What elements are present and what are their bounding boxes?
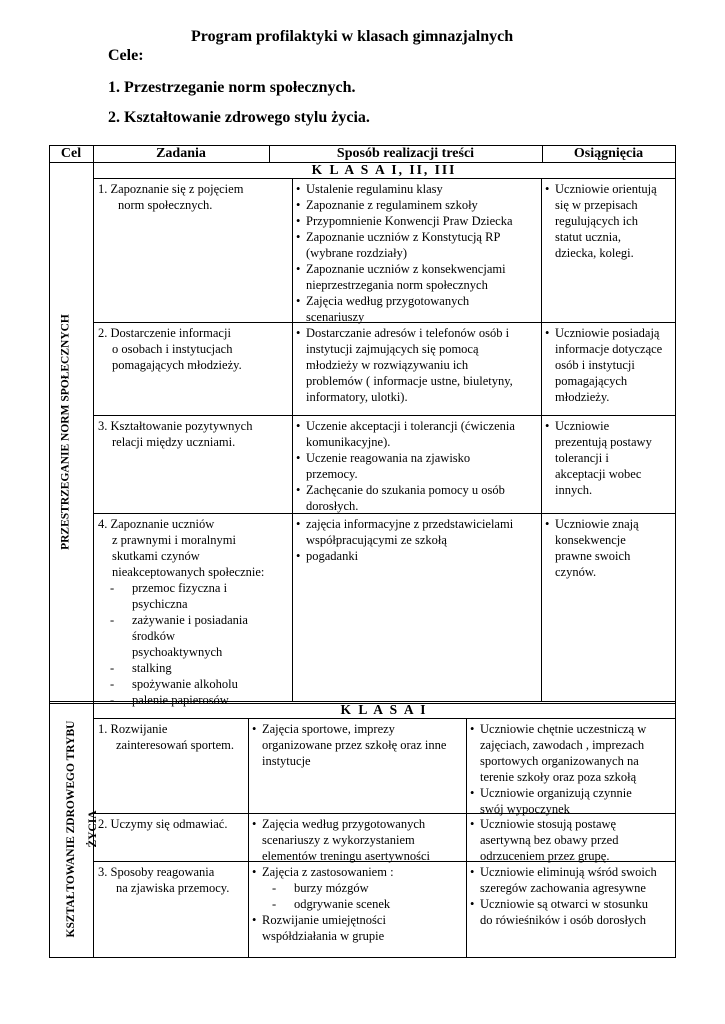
bullet-icon: • xyxy=(470,897,475,911)
task-text: 2. Dostarczenie informacji xyxy=(98,326,231,340)
task-text: skutkami czynów xyxy=(112,549,200,563)
methods-cell xyxy=(296,181,540,325)
bullet-icon: • xyxy=(296,549,301,563)
method-text: Uczenie akceptacji i tolerancji (ćwiczenia xyxy=(306,419,515,433)
achievement-text: dziecka, kolegi. xyxy=(555,246,634,260)
bullet-icon: • xyxy=(545,182,550,196)
methods-cell xyxy=(296,418,540,514)
method-text: komunikacyjne). xyxy=(306,435,391,449)
bullet-icon: • xyxy=(296,214,301,228)
achievement-text: Uczniowie chętnie uczestniczą w xyxy=(480,722,647,736)
method-text: problemów ( informacje ustne, biuletyny, xyxy=(306,374,513,388)
achievement-text: Uczniowie xyxy=(555,419,610,433)
bullet-icon: • xyxy=(252,817,257,831)
methods-cell xyxy=(296,325,540,405)
dash-marker: - xyxy=(272,881,277,895)
task-text: 3. Kształtowanie pozytywnych xyxy=(98,419,253,433)
task-text: z prawnymi i moralnymi xyxy=(112,533,236,547)
methods-cell xyxy=(252,816,464,864)
achievement-text: informacje dotyczące xyxy=(555,342,663,356)
task-text: 3. Sposoby reagowania xyxy=(98,865,215,879)
achievement-text: Uczniowie posiadają xyxy=(555,326,660,340)
method-text: nieprzestrzegania norm społecznych xyxy=(306,278,488,292)
dash-marker: - xyxy=(110,661,115,675)
achievement-text: zajęciach, zawodach , imprezach xyxy=(480,738,645,752)
achievements-cell xyxy=(470,864,674,928)
table-row xyxy=(98,721,246,753)
task-text: pomagających młodzieży. xyxy=(112,358,242,372)
bullet-icon: • xyxy=(296,230,301,244)
method-text: Zapoznanie uczniów z Konstytucją RP xyxy=(306,230,501,244)
document-title: Program profilaktyki w klasach gimnazjalnych xyxy=(191,28,514,45)
task-subitem: środków xyxy=(132,629,176,643)
method-text: współpracującymi ze szkołą xyxy=(306,533,447,547)
section-label-healthy-lifestyle: KSZTAŁTOWANIE ZDROWEGO TRYBU xyxy=(65,720,77,938)
method-text: Zajęcia według przygotowanych xyxy=(262,817,426,831)
achievement-text: odrzuceniem przez grupę. xyxy=(480,849,610,863)
achievements-cell xyxy=(545,181,673,261)
achievement-text: Uczniowie stosują postawę xyxy=(480,817,617,831)
klasa-label: K L A S A I xyxy=(340,702,428,717)
achievement-text: się w przepisach xyxy=(555,198,638,212)
bullet-icon: • xyxy=(296,326,301,340)
column-header-sposob: Sposób realizacji treści xyxy=(336,146,475,161)
achievement-text: pomagających xyxy=(555,374,628,388)
column-header-cel: Cel xyxy=(60,146,82,161)
method-text: przemocy. xyxy=(306,467,358,481)
achievement-text: osób i instytucji xyxy=(555,358,635,372)
bullet-icon: • xyxy=(252,865,257,879)
task-text: zainteresowań sportem. xyxy=(116,738,235,752)
task-text: o osobach i instytucjach xyxy=(112,342,233,356)
method-text: Rozwijanie umiejętności xyxy=(262,913,386,927)
achievement-text: Uczniowie organizują czynnie xyxy=(480,786,632,800)
achievement-text: statut ucznia, xyxy=(555,230,621,244)
method-text: dorosłych. xyxy=(306,499,359,513)
table-row xyxy=(98,516,290,708)
method-text: Zajęcia według przygotowanych xyxy=(306,294,470,308)
method-subitem: odgrywanie scenek xyxy=(294,897,391,911)
method-text: organizowane przez szkołę oraz inne xyxy=(262,738,447,752)
method-text: współdziałania w grupie xyxy=(262,929,385,943)
task-subitem: psychoaktywnych xyxy=(132,645,223,659)
achievement-text: swój wypoczynek xyxy=(480,802,570,816)
achievement-text: konsekwencje xyxy=(555,533,626,547)
achievement-text: prawne swoich xyxy=(555,549,631,563)
bullet-icon: • xyxy=(252,722,257,736)
bullet-icon: • xyxy=(296,419,301,433)
table-row xyxy=(98,181,290,213)
method-text: (wybrane rozdziały) xyxy=(306,246,407,260)
dash-marker: - xyxy=(110,581,115,595)
achievement-text: sportowych organizowanych na xyxy=(480,754,639,768)
achievement-text: Uczniowie orientują xyxy=(555,182,657,196)
bullet-icon: • xyxy=(545,419,550,433)
achievements-cell xyxy=(470,721,674,817)
method-text: Zapoznanie uczniów z konsekwencjami xyxy=(306,262,506,276)
achievement-text: szeregów zachowania agresywne xyxy=(480,881,646,895)
task-text: na zjawiska przemocy. xyxy=(116,881,230,895)
bullet-icon: • xyxy=(296,517,301,531)
method-text: Zajęcia z zastosowaniem : xyxy=(262,865,394,879)
table-row xyxy=(98,816,246,832)
bullet-icon: • xyxy=(545,326,550,340)
bullet-icon: • xyxy=(296,294,301,308)
method-text: scenariuszy xyxy=(306,310,365,324)
dash-marker: - xyxy=(110,613,115,627)
dash-marker: - xyxy=(110,693,115,707)
goal-item: 2. Kształtowanie zdrowego stylu życia. xyxy=(108,109,370,126)
achievements-cell xyxy=(470,816,674,864)
task-text: relacji między uczniami. xyxy=(112,435,236,449)
task-subitem: przemoc fizyczna i xyxy=(132,581,228,595)
task-subitem: stalking xyxy=(132,661,172,675)
method-text: scenariuszy z wykorzystaniem xyxy=(262,833,415,847)
methods-cell xyxy=(252,721,464,769)
task-subitem: psychiczna xyxy=(132,597,188,611)
table-row xyxy=(98,325,290,373)
method-text: informatory, ulotki). xyxy=(306,390,408,404)
achievement-text: prezentują postawy xyxy=(555,435,652,449)
bullet-icon: • xyxy=(296,451,301,465)
method-text: pogadanki xyxy=(306,549,359,563)
bullet-icon: • xyxy=(470,817,475,831)
bullet-icon: • xyxy=(296,483,301,497)
goal-item: 1. Przestrzeganie norm społecznych. xyxy=(108,79,356,96)
achievement-text: tolerancji i xyxy=(555,451,609,465)
achievement-text: Uczniowie są otwarci w stosunku xyxy=(480,897,649,911)
column-header-zadania: Zadania xyxy=(156,146,206,161)
method-text: Zajęcia sportowe, imprezy xyxy=(262,722,395,736)
achievements-cell xyxy=(545,418,673,498)
method-text: instytucje xyxy=(262,754,311,768)
task-subitem: spożywanie alkoholu xyxy=(132,677,238,691)
achievement-text: innych. xyxy=(555,483,593,497)
method-text: elementów treningu asertywności xyxy=(262,849,431,863)
method-text: Dostarczanie adresów i telefonów osób i xyxy=(306,326,510,340)
achievement-text: młodzieży. xyxy=(555,390,610,404)
bullet-icon: • xyxy=(470,865,475,879)
task-text: nieakceptowanych społecznie: xyxy=(112,565,265,579)
dash-marker: - xyxy=(110,677,115,691)
method-text: Przypomnienie Konwencji Praw Dziecka xyxy=(306,214,513,228)
task-text: 4. Zapoznanie uczniów xyxy=(98,517,215,531)
methods-cell xyxy=(252,864,464,944)
method-text: Ustalenie regulaminu klasy xyxy=(306,182,443,196)
task-subitem: palenie papierosów xyxy=(132,693,229,707)
bullet-icon: • xyxy=(545,517,550,531)
method-text: Zapoznanie z regulaminem szkoły xyxy=(306,198,478,212)
methods-cell xyxy=(296,516,540,564)
achievement-text: terenie szkoły oraz poza szkołą xyxy=(480,770,637,784)
task-text: 1. Rozwijanie xyxy=(98,722,168,736)
achievement-text: akceptacji wobec xyxy=(555,467,642,481)
bullet-icon: • xyxy=(296,198,301,212)
task-text: 2. Uczymy się odmawiać. xyxy=(98,817,228,831)
achievement-text: Uczniowie znają xyxy=(555,517,639,531)
bullet-icon: • xyxy=(296,182,301,196)
bullet-icon: • xyxy=(470,786,475,800)
method-text: instytucji zajmujących się pomocą xyxy=(306,342,479,356)
section-label-healthy-lifestyle-2: ŻYCIA xyxy=(87,810,99,848)
achievements-cell xyxy=(545,325,673,405)
method-text: zajęcia informacyjne z przedstawicielami xyxy=(306,517,514,531)
task-text: norm społecznych. xyxy=(118,198,213,212)
achievement-text: do rówieśników i osób dorosłych xyxy=(480,913,646,927)
task-text: 1. Zapoznanie się z pojęciem xyxy=(98,182,244,196)
achievement-text: regulujących ich xyxy=(555,214,638,228)
table-row xyxy=(98,864,246,896)
goals-label: Cele: xyxy=(108,47,144,64)
table-row xyxy=(98,418,290,450)
achievements-cell xyxy=(545,516,673,580)
klasa-label: K L A S A I, II, III xyxy=(311,162,457,177)
achievement-text: Uczniowie eliminują wśród swoich xyxy=(480,865,657,879)
method-subitem: burzy mózgów xyxy=(294,881,369,895)
dash-marker: - xyxy=(272,897,277,911)
section-label-norms: PRZESTRZEGANIE NORM SPOŁECZNYCH xyxy=(59,314,72,550)
method-text: Zachęcanie do szukania pomocy u osób xyxy=(306,483,505,497)
column-header-osiagniecia: Osiągnięcia xyxy=(573,146,644,161)
bullet-icon: • xyxy=(470,722,475,736)
bullet-icon: • xyxy=(296,262,301,276)
method-text: młodzieży w rozwiązywaniu ich xyxy=(306,358,469,372)
task-subitem: zażywanie i posiadania xyxy=(132,613,248,627)
achievement-text: czynów. xyxy=(555,565,597,579)
bullet-icon: • xyxy=(252,913,257,927)
achievement-text: asertywną bez obawy przed xyxy=(480,833,619,847)
method-text: Uczenie reagowania na zjawisko xyxy=(306,451,471,465)
